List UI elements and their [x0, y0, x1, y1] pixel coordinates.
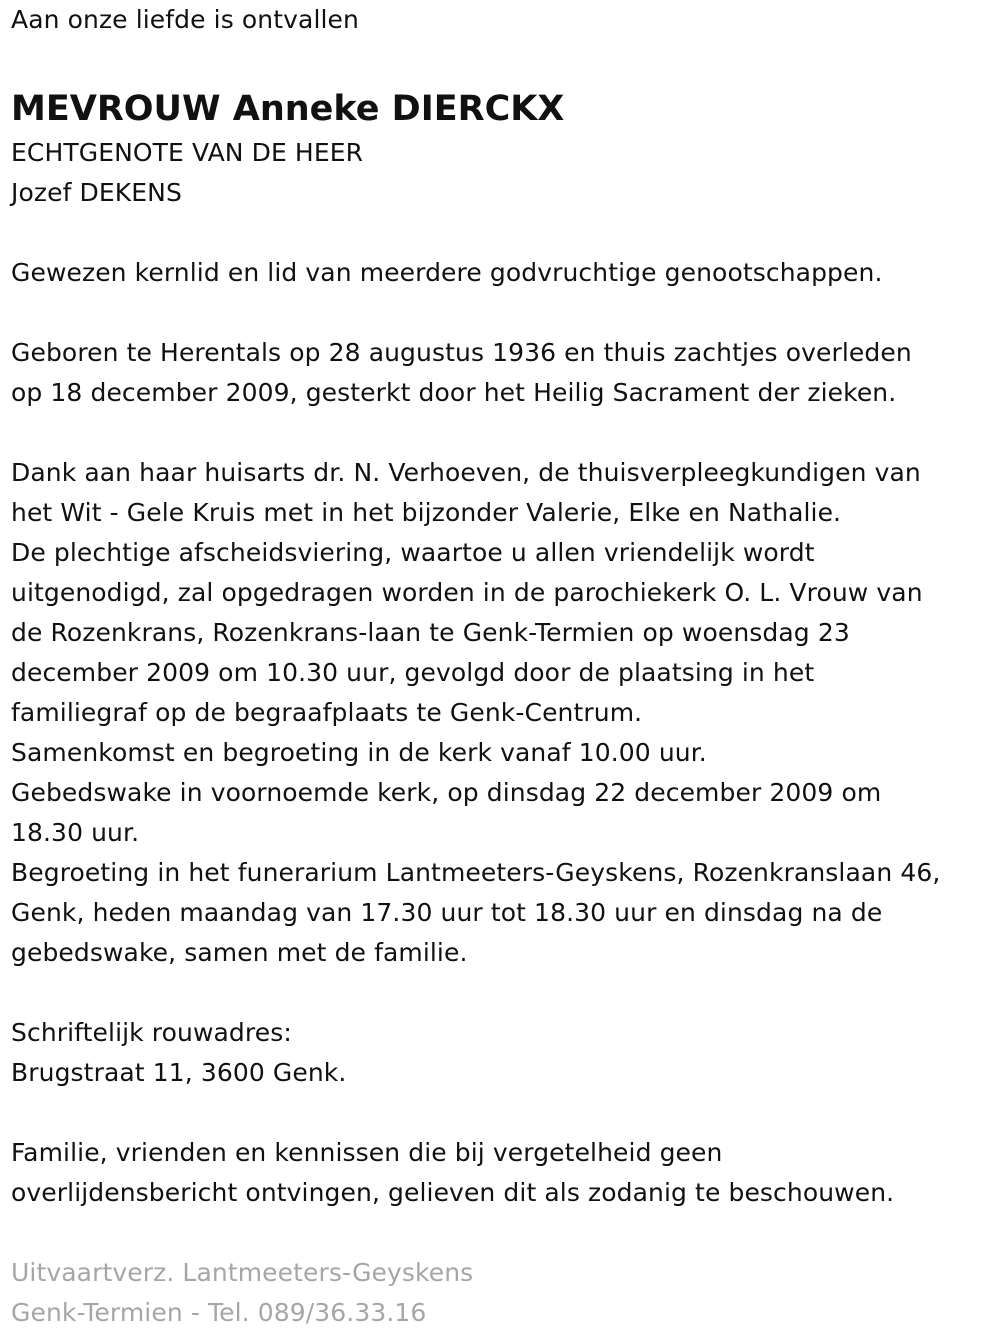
details-line: Samenkomst en begroeting in de kerk vanaf 10.00 uur. — [11, 738, 707, 767]
details-line: Dank aan haar huisarts dr. N. Verhoeven, de thuisverpleegkundigen van — [11, 458, 921, 487]
notice-line: Familie, vrienden en kennissen die bij vergetelheid geen — [11, 1138, 723, 1167]
spacer — [11, 213, 996, 253]
details-line: de Rozenkrans, Rozenkrans-laan te Genk-Termien op woensdag 23 — [11, 618, 850, 647]
intro-text: Aan onze liefde is ontvallen — [11, 5, 359, 34]
spacer — [11, 40, 996, 80]
spacer — [11, 413, 996, 453]
birth-death-line: op 18 december 2009, gesterkt door het Heilig Sacrament der zieken. — [11, 378, 897, 407]
spouse-name: Jozef DEKENS — [11, 178, 182, 207]
membership-text: Gewezen kernlid en lid van meerdere godvruchtige genootschappen. — [11, 258, 883, 287]
details-line: Genk, heden maandag van 17.30 uur tot 18.30 uur en dinsdag na de — [11, 898, 883, 927]
details-line: familiegraf op de begraafplaats te Genk-Centrum. — [11, 698, 643, 727]
spacer — [11, 1093, 996, 1133]
details-line: De plechtige afscheidsviering, waartoe u allen vriendelijk wordt — [11, 538, 815, 567]
spacer — [11, 973, 996, 1013]
details-line: gebedswake, samen met de familie. — [11, 938, 468, 967]
deceased-name: MEVROUW Anneke DIERCKX — [11, 89, 565, 129]
footer-contact: Genk-Termien - Tel. 089/36.33.16 — [11, 1298, 427, 1327]
details-line: Begroeting in het funerarium Lantmeeters-Geyskens, Rozenkranslaan 46, — [11, 858, 941, 887]
spouse-relation: ECHTGENOTE VAN DE HEER — [11, 138, 364, 167]
details-line: het Wit - Gele Kruis met in het bijzonder Valerie, Elke en Nathalie. — [11, 498, 842, 527]
details-line: Gebedswake in voornoemde kerk, op dinsdag 22 december 2009 om — [11, 778, 882, 807]
details-line: december 2009 om 10.30 uur, gevolgd door de plaatsing in het — [11, 658, 815, 687]
details-line: 18.30 uur. — [11, 818, 140, 847]
notice-line: overlijdensbericht ontvingen, gelieven dit als zodanig te beschouwen. — [11, 1178, 895, 1207]
footer-company: Uitvaartverz. Lantmeeters-Geyskens — [11, 1258, 474, 1287]
address-line: Brugstraat 11, 3600 Genk. — [11, 1058, 347, 1087]
address-label: Schriftelijk rouwadres: — [11, 1018, 292, 1047]
spacer — [11, 293, 996, 333]
details-line: uitgenodigd, zal opgedragen worden in de parochiekerk O. L. Vrouw van — [11, 578, 923, 607]
spacer — [11, 1213, 996, 1253]
death-notice — [11, 0, 996, 1333]
birth-death-line: Geboren te Herentals op 28 augustus 1936 en thuis zachtjes overleden — [11, 338, 912, 367]
